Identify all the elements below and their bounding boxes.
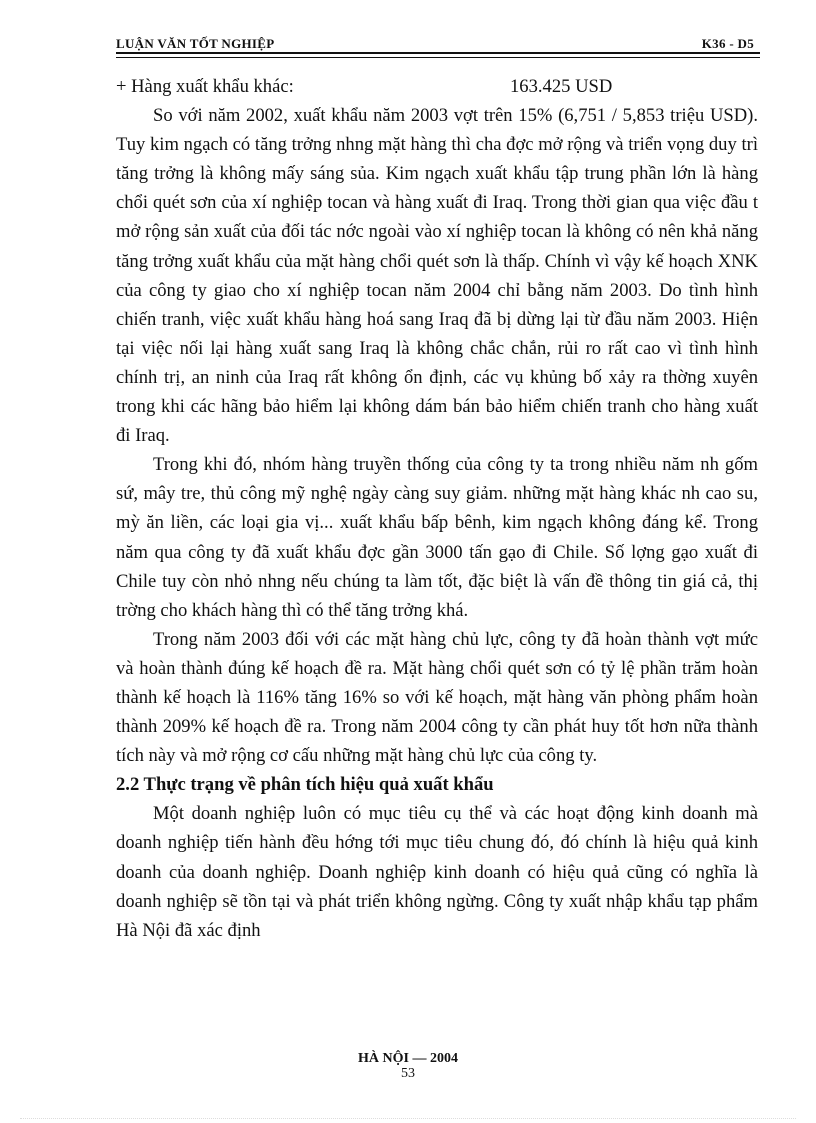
header-rule-thick	[116, 52, 760, 54]
export-item-value: 163.425 USD	[510, 76, 613, 97]
footer-place-year: HÀ NỘI — 2004	[358, 1051, 458, 1066]
page-edge-divider	[20, 1118, 796, 1119]
page-number: 53	[401, 1066, 415, 1081]
header-rule-thin	[116, 57, 760, 58]
header-class-code: K36 - D5	[701, 36, 754, 51]
export-item-line	[116, 72, 758, 101]
paragraph-business-efficiency: Một doanh nghiệp luôn có mục tiêu cụ thể và các hoạt động kinh doanh mà doanh nghiệp tiến hành đều hớng tới mục tiêu chung đó, đó chính là hiệu quả kinh doanh của doanh nghiệp. Doanh nghiệp kinh doanh có hiệu quả cũng có nghĩa là doanh nghiệp sẽ tồn tại và phát triển không ngừng. Công ty xuất nhập khẩu tạp phẩm Hà Nội đã xác định	[116, 803, 758, 941]
paragraph-key-products: Trong năm 2003 đối với các mặt hàng chủ lực, công ty đã hoàn thành vợt mức và hoàn thành đúng kế hoạch đề ra. Mặt hàng chổi quét sơn có tỷ lệ phần trăm hoàn thành kế hoạch là 116% tăng 16% so với kế hoạch, mặt hàng văn phòng phẩm hoàn thành 209% kế hoạch đề ra. Trong năm 2004 công ty cần phát huy tốt hơn nữa thành tích này và mở rộng cơ cấu những mặt hàng chủ lực của công ty.	[116, 628, 758, 767]
paragraph-traditional-goods: Trong khi đó, nhóm hàng truyền thống của công ty ta trong nhiều năm nh gốm sứ, mây tre, thủ công mỹ nghệ ngày càng suy giảm. những mặt hàng khác nh cao su, mỳ ăn liền, các loại gia vị... xuất khẩu bấp bênh, kim ngạch không đáng kể. Trong năm qua công ty đã xuất khẩu đợc gần 3000 tấn gạo đi Chile. Số lợng gạo xuất đi Chile tuy còn nhỏ nhng nếu chúng ta làm tốt, đặc biệt là vấn đề thông tin giá cả, thị trờng cho khách hàng thì có thể tăng trởng khá.	[116, 454, 758, 621]
section-heading: 2.2 Thực trạng về phân tích hiệu quả xuất khẩu	[116, 774, 494, 796]
export-item-label: + Hàng xuất khẩu khác:	[116, 76, 294, 97]
header-title: LUẬN VĂN TỐT NGHIỆP	[116, 36, 275, 51]
document-body	[116, 72, 758, 945]
paragraph-export-growth: So với năm 2002, xuất khẩu năm 2003 vợt trên 15% (6,751 / 5,853 triệu USD). Tuy kim ngạch có tăng trởng nhng mặt hàng thì cha đợc mở rộng và triển vọng duy trì tăng trởng là không mấy sáng sủa. Kim ngạch xuất khẩu tập trung phần lớn là hàng chổi quét sơn của xí nghiệp tocan và hàng xuất đi Iraq. Trong thời gian qua việc đầu t mở rộng sản xuất của đối tác nớc ngoài vào xí nghiệp tocan là không có nên khả năng tăng trởng xuất khẩu của mặt hàng chổi quét sơn là thấp. Chính vì vậy kế hoạch XNK của công ty giao cho xí nghiệp tocan năm 2004 chỉ bằng năm 2003. Do tình hình chiến tranh, việc xuất khẩu hàng hoá sang Iraq đã bị dừng lại từ đầu năm 2003. Hiện tại việc nối lại hàng xuất sang Iraq là không chắc chắn, rủi ro rất cao vì tình hình chính trị, an ninh của Iraq rất không ổn định, các vụ khủng bố xảy ra thờng xuyên trong khi các hãng bảo hiểm lại không dám bán bảo hiểm chiến tranh cho hàng xuất đi Iraq.	[116, 105, 758, 447]
page-header	[116, 36, 760, 52]
